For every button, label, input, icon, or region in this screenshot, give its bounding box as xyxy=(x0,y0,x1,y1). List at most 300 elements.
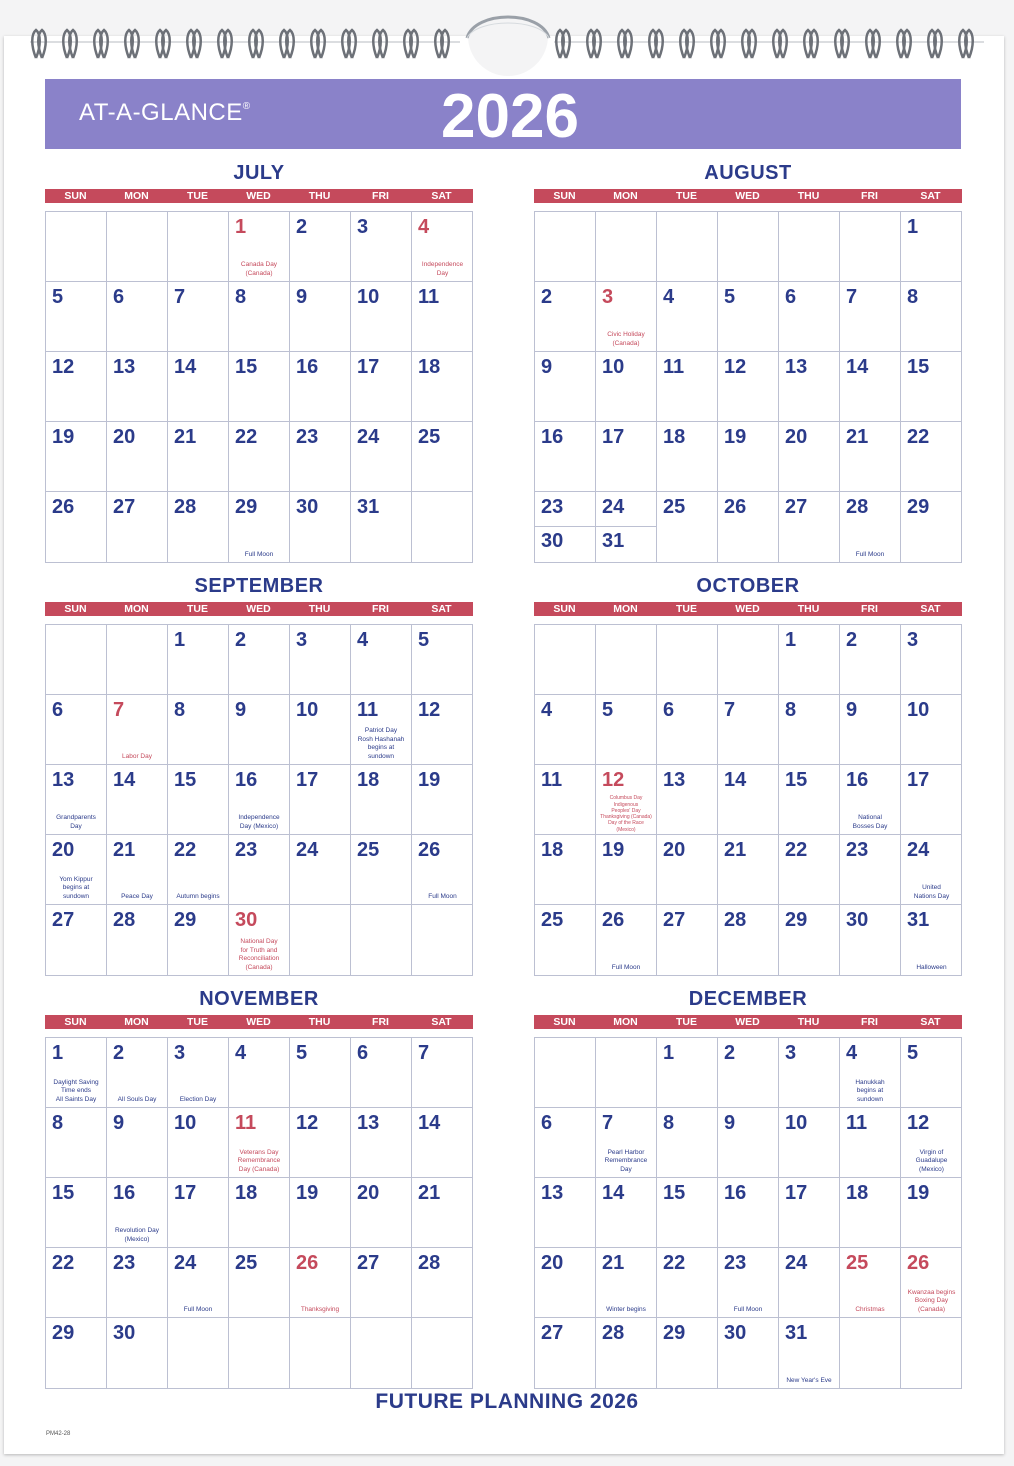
day-number: 11 xyxy=(541,769,563,791)
day-cell xyxy=(657,765,718,835)
day-number: 6 xyxy=(663,699,675,721)
day-note: Christmas xyxy=(855,1305,885,1313)
day-number: 9 xyxy=(724,1112,736,1134)
day-number: 13 xyxy=(357,1112,380,1134)
day-note: Full Moon xyxy=(183,1305,213,1313)
day-cell xyxy=(168,492,229,562)
day-cell xyxy=(229,1038,290,1108)
day-cell xyxy=(535,835,596,905)
day-note: United Nations Day xyxy=(913,884,950,900)
binding-coil xyxy=(94,30,108,58)
day-number: 5 xyxy=(724,286,736,308)
day-cell xyxy=(168,1178,229,1248)
day-number: 10 xyxy=(602,356,625,378)
day-number: 22 xyxy=(907,426,930,448)
day-number: 26 xyxy=(296,1252,319,1274)
day-cell xyxy=(168,1248,229,1318)
day-number: 30 xyxy=(724,1322,747,1344)
binding-coil xyxy=(435,30,449,58)
day-cell xyxy=(107,352,168,422)
day-note: Kwanzaa begins Boxing Day (Canada) xyxy=(907,1288,956,1313)
day-number: 8 xyxy=(174,699,186,721)
day-number: 24 xyxy=(357,426,380,448)
day-cell xyxy=(718,625,779,695)
day-number: 7 xyxy=(418,1042,430,1064)
day-number: 26 xyxy=(52,496,75,518)
day-number: 17 xyxy=(357,356,380,378)
day-number: 1 xyxy=(907,216,919,238)
day-number: 18 xyxy=(663,426,686,448)
day-number: 9 xyxy=(296,286,308,308)
day-number: 5 xyxy=(52,286,64,308)
weekday-label: FRI xyxy=(372,1016,389,1028)
day-number: 1 xyxy=(52,1042,64,1064)
month-grid xyxy=(45,1037,473,1389)
day-number: 23 xyxy=(541,496,564,518)
weekday-label: MON xyxy=(124,190,149,202)
day-number: 6 xyxy=(541,1112,553,1134)
day-number: 29 xyxy=(174,909,197,931)
day-cell xyxy=(718,1178,779,1248)
day-cell xyxy=(107,1248,168,1318)
day-number: 15 xyxy=(907,356,930,378)
day-cell xyxy=(535,765,596,835)
day-cell xyxy=(229,695,290,765)
day-cell xyxy=(901,835,962,905)
day-note: Patriot Day Rosh Hashanah begins at sundown xyxy=(357,727,405,760)
day-number: 16 xyxy=(296,356,319,378)
day-cell xyxy=(535,492,596,562)
day-number: 14 xyxy=(418,1112,441,1134)
weekday-label: WED xyxy=(735,1016,760,1028)
day-number: 27 xyxy=(357,1252,380,1274)
day-cell xyxy=(290,625,351,695)
hanger-hook xyxy=(463,2,553,74)
day-cell xyxy=(351,1178,412,1248)
day-cell xyxy=(46,282,107,352)
day-cell xyxy=(46,1038,107,1108)
day-cell xyxy=(229,905,290,975)
day-cell xyxy=(46,625,107,695)
binding-coil xyxy=(63,30,77,58)
day-cell xyxy=(412,422,473,492)
day-cell xyxy=(901,905,962,975)
weekday-label: THU xyxy=(308,190,331,202)
binding-coil xyxy=(311,30,325,58)
day-cell xyxy=(107,695,168,765)
day-note: National Bosses Day xyxy=(852,814,888,830)
day-cell xyxy=(535,1178,596,1248)
day-cell xyxy=(718,695,779,765)
day-number: 15 xyxy=(235,356,258,378)
day-cell xyxy=(46,695,107,765)
day-number: 5 xyxy=(602,699,614,721)
day-cell xyxy=(535,1108,596,1178)
day-number: 9 xyxy=(541,356,553,378)
weekday-header xyxy=(45,602,473,616)
day-cell xyxy=(107,212,168,282)
day-cell xyxy=(412,1318,473,1388)
day-number: 19 xyxy=(602,839,625,861)
day-number: 11 xyxy=(663,356,685,378)
day-cell xyxy=(290,1038,351,1108)
day-cell xyxy=(718,352,779,422)
day-cell xyxy=(718,1038,779,1108)
day-cell xyxy=(779,1248,840,1318)
day-cell xyxy=(779,492,840,562)
day-number: 6 xyxy=(52,699,64,721)
day-cell xyxy=(168,1108,229,1178)
day-number: 4 xyxy=(235,1042,247,1064)
day-cell xyxy=(107,422,168,492)
month-grid xyxy=(534,1037,962,1389)
weekday-header xyxy=(534,1015,962,1029)
day-cell xyxy=(718,1108,779,1178)
day-cell xyxy=(290,212,351,282)
weekday-label: SAT xyxy=(431,1016,452,1028)
binding-coil xyxy=(866,30,880,58)
day-number: 23 xyxy=(113,1252,136,1274)
day-cell xyxy=(107,835,168,905)
binding-coil xyxy=(773,30,787,58)
weekday-label: SAT xyxy=(920,603,941,615)
day-cell xyxy=(290,492,351,562)
weekday-label: THU xyxy=(797,190,820,202)
day-cell xyxy=(718,282,779,352)
binding-coil xyxy=(280,30,294,58)
day-number: 9 xyxy=(846,699,858,721)
day-cell xyxy=(46,492,107,562)
weekday-header xyxy=(534,189,962,203)
weekday-label: FRI xyxy=(861,190,878,202)
day-number: 20 xyxy=(785,426,808,448)
day-cell xyxy=(290,282,351,352)
day-cell xyxy=(535,905,596,975)
day-cell xyxy=(351,352,412,422)
day-cell xyxy=(107,905,168,975)
binding-coil xyxy=(680,30,694,58)
month-grid xyxy=(45,624,473,976)
day-number: 3 xyxy=(785,1042,797,1064)
day-cell xyxy=(535,352,596,422)
day-cell xyxy=(840,835,901,905)
day-cell xyxy=(412,835,473,905)
day-cell xyxy=(840,352,901,422)
weekday-label: SUN xyxy=(64,1016,87,1028)
day-cell xyxy=(46,835,107,905)
day-number: 17 xyxy=(785,1182,808,1204)
day-number: 29 xyxy=(785,909,808,931)
day-cell xyxy=(779,1318,840,1388)
day-number: 22 xyxy=(235,426,258,448)
day-number: 15 xyxy=(52,1182,75,1204)
day-number: 30 xyxy=(113,1322,136,1344)
month-title: SEPTEMBER xyxy=(194,575,324,597)
day-number: 24 xyxy=(907,839,930,861)
day-cell xyxy=(657,1108,718,1178)
day-cell xyxy=(840,905,901,975)
day-number: 27 xyxy=(785,496,808,518)
day-number: 23 xyxy=(235,839,258,861)
day-cell xyxy=(840,695,901,765)
weekday-label: TUE xyxy=(676,190,697,202)
day-number: 19 xyxy=(724,426,747,448)
day-cell xyxy=(596,1038,657,1108)
day-number: 19 xyxy=(296,1182,319,1204)
day-cell xyxy=(290,352,351,422)
day-cell xyxy=(901,212,962,282)
day-note: Election Day xyxy=(179,1095,217,1103)
day-number: 25 xyxy=(235,1252,258,1274)
day-number: 26 xyxy=(602,909,625,931)
day-note: Pearl Harbor Remembrance Day xyxy=(604,1148,648,1173)
day-cell xyxy=(657,905,718,975)
day-number: 15 xyxy=(663,1182,686,1204)
day-cell xyxy=(351,905,412,975)
day-cell xyxy=(596,422,657,492)
day-number: 3 xyxy=(357,216,369,238)
day-cell xyxy=(412,1178,473,1248)
day-number: 1 xyxy=(174,629,186,651)
day-cell xyxy=(657,422,718,492)
day-number: 27 xyxy=(52,909,75,931)
day-cell xyxy=(46,1108,107,1178)
month-title: DECEMBER xyxy=(688,988,808,1010)
day-number: 23 xyxy=(296,426,319,448)
day-note: Thanksgiving xyxy=(300,1305,340,1313)
day-cell xyxy=(657,695,718,765)
day-cell xyxy=(107,765,168,835)
day-number: 29 xyxy=(235,496,258,518)
day-cell xyxy=(596,1178,657,1248)
day-cell xyxy=(840,1178,901,1248)
day-number: 13 xyxy=(785,356,808,378)
day-cell xyxy=(290,1318,351,1388)
binding-coil xyxy=(742,30,756,58)
day-cell xyxy=(168,905,229,975)
day-number: 13 xyxy=(113,356,136,378)
day-cell xyxy=(657,1318,718,1388)
day-cell xyxy=(46,422,107,492)
day-cell xyxy=(535,422,596,492)
shared-cell-divider xyxy=(596,526,657,527)
day-cell xyxy=(596,765,657,835)
day-cell xyxy=(779,352,840,422)
day-number: 2 xyxy=(113,1042,125,1064)
day-cell xyxy=(107,1178,168,1248)
day-number: 4 xyxy=(357,629,369,651)
binding-coil xyxy=(928,30,942,58)
day-number: 19 xyxy=(52,426,75,448)
day-note: Civic Holiday (Canada) xyxy=(607,331,645,347)
month-grid xyxy=(45,211,473,563)
day-cell xyxy=(290,765,351,835)
day-number: 31 xyxy=(785,1322,808,1344)
day-number: 6 xyxy=(785,286,797,308)
day-number: 12 xyxy=(724,356,747,378)
day-number: 15 xyxy=(174,769,197,791)
header-banner xyxy=(45,79,961,149)
day-cell xyxy=(657,1248,718,1318)
day-cell xyxy=(657,1178,718,1248)
day-number: 18 xyxy=(357,769,380,791)
day-number: 1 xyxy=(663,1042,675,1064)
day-number: 24 xyxy=(602,496,625,518)
day-number: 20 xyxy=(663,839,686,861)
right-wire-binding xyxy=(554,26,984,66)
day-number: 28 xyxy=(174,496,197,518)
day-number: 19 xyxy=(418,769,441,791)
day-note: Halloween xyxy=(916,963,947,971)
day-number: 16 xyxy=(724,1182,747,1204)
binding-coil xyxy=(804,30,818,58)
day-number: 21 xyxy=(418,1182,441,1204)
day-cell xyxy=(901,1178,962,1248)
footer-title: FUTURE PLANNING 2026 xyxy=(375,1390,639,1413)
day-cell xyxy=(168,212,229,282)
day-cell xyxy=(657,352,718,422)
day-number: 30 xyxy=(846,909,869,931)
day-number: 14 xyxy=(113,769,136,791)
day-cell xyxy=(779,1108,840,1178)
day-number: 12 xyxy=(418,699,441,721)
day-cell xyxy=(412,282,473,352)
day-cell xyxy=(657,212,718,282)
day-cell xyxy=(779,765,840,835)
day-note: Veterans Day Remembrance Day (Canada) xyxy=(237,1148,281,1173)
day-number: 23 xyxy=(724,1252,747,1274)
weekday-label: WED xyxy=(735,190,760,202)
day-cell xyxy=(779,695,840,765)
day-number: 3 xyxy=(602,286,614,308)
binding-coil xyxy=(959,30,973,58)
day-number: 28 xyxy=(113,909,136,931)
day-cell xyxy=(290,1178,351,1248)
day-cell xyxy=(290,905,351,975)
day-cell xyxy=(901,695,962,765)
weekday-label: TUE xyxy=(187,190,208,202)
day-note: Peace Day xyxy=(121,892,153,900)
day-cell xyxy=(840,1038,901,1108)
day-cell xyxy=(107,625,168,695)
binding-coil xyxy=(249,30,263,58)
day-number: 28 xyxy=(418,1252,441,1274)
day-cell xyxy=(901,1038,962,1108)
day-cell xyxy=(718,905,779,975)
day-number: 30 xyxy=(235,909,258,931)
binding-coil xyxy=(556,30,570,58)
day-cell xyxy=(168,625,229,695)
day-cell xyxy=(168,765,229,835)
day-number: 26 xyxy=(724,496,747,518)
weekday-header xyxy=(534,602,962,616)
day-cell xyxy=(779,1038,840,1108)
weekday-label: THU xyxy=(308,603,331,615)
day-cell xyxy=(168,282,229,352)
day-cell xyxy=(535,1248,596,1318)
day-number: 27 xyxy=(113,496,136,518)
day-cell xyxy=(596,1318,657,1388)
day-cell xyxy=(840,422,901,492)
day-number: 8 xyxy=(235,286,247,308)
day-cell xyxy=(779,835,840,905)
day-cell xyxy=(168,1318,229,1388)
day-cell xyxy=(901,1248,962,1318)
day-cell xyxy=(46,212,107,282)
day-number: 8 xyxy=(785,699,797,721)
day-cell xyxy=(901,765,962,835)
day-cell xyxy=(657,1038,718,1108)
weekday-label: MON xyxy=(613,190,638,202)
day-number: 28 xyxy=(724,909,747,931)
day-cell xyxy=(657,492,718,562)
day-number: 14 xyxy=(846,356,869,378)
shared-cell-divider xyxy=(535,526,596,527)
day-number: 13 xyxy=(541,1182,564,1204)
day-cell xyxy=(351,625,412,695)
day-number: 26 xyxy=(907,1252,930,1274)
weekday-label: SUN xyxy=(553,603,576,615)
day-number: 11 xyxy=(357,699,379,721)
day-number: 25 xyxy=(541,909,564,931)
day-cell xyxy=(412,1248,473,1318)
day-number: 21 xyxy=(846,426,869,448)
day-cell xyxy=(779,905,840,975)
day-note: New Year's Eve xyxy=(786,1376,832,1384)
day-cell xyxy=(412,212,473,282)
product-code: PM42-28 xyxy=(46,1431,71,1437)
day-cell xyxy=(840,765,901,835)
day-number: 25 xyxy=(418,426,441,448)
binding-coil xyxy=(32,30,46,58)
day-cell xyxy=(290,1108,351,1178)
day-cell xyxy=(46,905,107,975)
day-note: Hanukkah begins at sundown xyxy=(855,1078,885,1103)
day-number: 17 xyxy=(602,426,625,448)
day-number: 27 xyxy=(663,909,686,931)
day-note: Full Moon xyxy=(428,892,457,900)
day-number: 7 xyxy=(113,699,125,721)
binding-coil xyxy=(587,30,601,58)
day-number: 18 xyxy=(846,1182,869,1204)
day-number: 14 xyxy=(174,356,197,378)
day-cell xyxy=(351,835,412,905)
day-cell xyxy=(596,695,657,765)
binding-coil xyxy=(342,30,356,58)
day-number: 1 xyxy=(785,629,797,651)
day-cell xyxy=(351,1038,412,1108)
day-cell xyxy=(596,835,657,905)
day-number: 4 xyxy=(418,216,430,238)
day-cell xyxy=(229,1178,290,1248)
day-note: Full Moon xyxy=(611,963,641,971)
day-number: 26 xyxy=(418,839,441,861)
weekday-header xyxy=(45,189,473,203)
day-number: 3 xyxy=(907,629,919,651)
day-cell xyxy=(168,695,229,765)
day-number: 24 xyxy=(174,1252,197,1274)
day-number: 20 xyxy=(52,839,75,861)
day-number: 21 xyxy=(602,1252,625,1274)
day-number: 21 xyxy=(724,839,747,861)
weekday-label: SAT xyxy=(920,1016,941,1028)
day-cell xyxy=(535,1318,596,1388)
day-number: 7 xyxy=(846,286,858,308)
day-number: 5 xyxy=(296,1042,308,1064)
day-note: Grandparents Day xyxy=(56,814,96,830)
day-number: 30 xyxy=(296,496,319,518)
day-note: Full Moon xyxy=(244,550,274,558)
